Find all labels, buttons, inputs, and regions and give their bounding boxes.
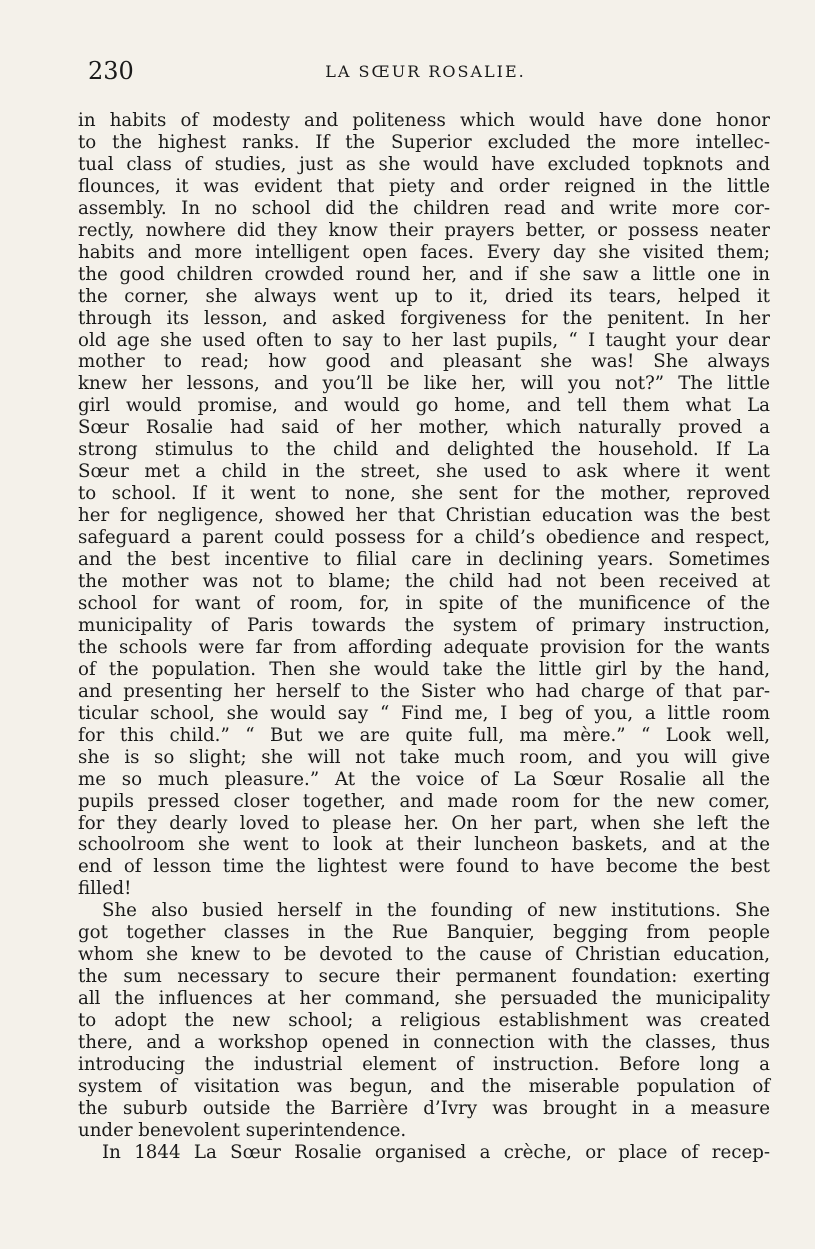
text-line: system of visitation was begun, and the miserable population of: [78, 1075, 770, 1097]
text-line: habits and more intelligent open faces. Every day she visited them;: [78, 241, 770, 263]
page-header: [88, 56, 763, 86]
page-number: 230: [88, 57, 134, 85]
text-line: In 1844 La Sœur Rosalie organised a crèche, or place of recep-: [102, 1141, 770, 1163]
text-line: and presenting her herself to the Sister who had charge of that par-: [78, 680, 770, 702]
text-line: for they dearly loved to please her. On her part, when she left the: [78, 812, 770, 834]
text-line: the corner, she always went up to it, dried its tears, helped it: [78, 285, 770, 307]
text-line: school for want of room, for, in spite of the munificence of the: [78, 592, 770, 614]
text-line: introducing the industrial element of instruction. Before long a: [78, 1053, 770, 1075]
text-line: filled!: [78, 878, 132, 900]
text-line: mother to read; how good and pleasant she was! She always: [78, 351, 770, 373]
text-line: girl would promise, and would go home, and tell them what La: [78, 395, 770, 417]
text-line: the schools were far from affording adequate provision for the wants: [78, 636, 770, 658]
text-line: She also busied herself in the founding of new institutions. She: [102, 900, 770, 922]
text-line: to adopt the new school; a religious establishment was created: [78, 1010, 770, 1032]
text-line: to school. If it went to none, she sent for the mother, reproved: [78, 483, 770, 505]
text-line: rectly, nowhere did they know their prayers better, or possess neater: [78, 219, 770, 241]
text-line: through its lesson, and asked forgiveness for the penitent. In her: [78, 307, 770, 329]
text-line: knew her lessons, and you’ll be like her, will you not?” The little: [78, 373, 770, 395]
text-line: Sœur met a child in the street, she used to ask where it went: [78, 461, 770, 483]
text-line: whom she knew to be devoted to the cause of Christian education,: [78, 944, 770, 966]
text-line: all the influences at her command, she persuaded the municipality: [78, 988, 770, 1010]
text-line: Sœur Rosalie had said of her mother, which naturally proved a: [78, 417, 770, 439]
text-line: ticular school, she would say “ Find me, I beg of you, a little room: [78, 702, 770, 724]
text-line: for this child.” “ But we are quite full, ma mère.” “ Look well,: [78, 724, 770, 746]
text-line: pupils pressed closer together, and made room for the new comer,: [78, 790, 770, 812]
text-line: under benevolent superintendence.: [78, 1119, 407, 1141]
text-line: me so much pleasure.” At the voice of La Sœur Rosalie all the: [78, 768, 770, 790]
text-line: old age she used often to say to her last pupils, “ I taught your dear: [78, 329, 770, 351]
text-line: of the population. Then she would take the little girl by the hand,: [78, 658, 770, 680]
text-line: safeguard a parent could possess for a child’s obedience and respect,: [78, 527, 770, 549]
text-line: and the best incentive to filial care in declining years. Sometimes: [78, 549, 770, 571]
text-line: the sum necessary to secure their permanent foundation: exerting: [78, 966, 770, 988]
text-line: her for negligence, showed her that Christian education was the best: [78, 505, 770, 527]
body-text: [78, 110, 770, 1164]
text-line: the mother was not to blame; the child had not been received at: [78, 571, 770, 593]
text-line: municipality of Paris towards the system of primary instruction,: [78, 614, 770, 636]
text-line: to the highest ranks. If the Superior excluded the more intellec-: [78, 131, 770, 153]
text-line: she is so slight; she will not take much room, and you will give: [78, 746, 770, 768]
text-line: the suburb outside the Barrière d’Ivry was brought in a measure: [78, 1097, 770, 1119]
text-line: in habits of modesty and politeness which would have done honor: [78, 110, 770, 131]
text-line: the good children crowded round her, and if she saw a little one in: [78, 263, 770, 285]
text-line: strong stimulus to the child and delighted the household. If La: [78, 439, 770, 461]
text-line: flounces, it was evident that piety and order reigned in the little: [78, 175, 770, 197]
running-title: LA SŒUR ROSALIE.: [325, 62, 526, 81]
text-line: tual class of studies, just as she would have excluded topknots and: [78, 153, 770, 175]
text-line: schoolroom she went to look at their luncheon baskets, and at the: [78, 834, 770, 856]
text-line: end of lesson time the lightest were found to have become the best: [78, 856, 770, 878]
text-line: assembly. In no school did the children read and write more cor-: [78, 197, 770, 219]
text-line: there, and a workshop opened in connection with the classes, thus: [78, 1032, 770, 1054]
text-line: got together classes in the Rue Banquier, begging from people: [78, 922, 770, 944]
